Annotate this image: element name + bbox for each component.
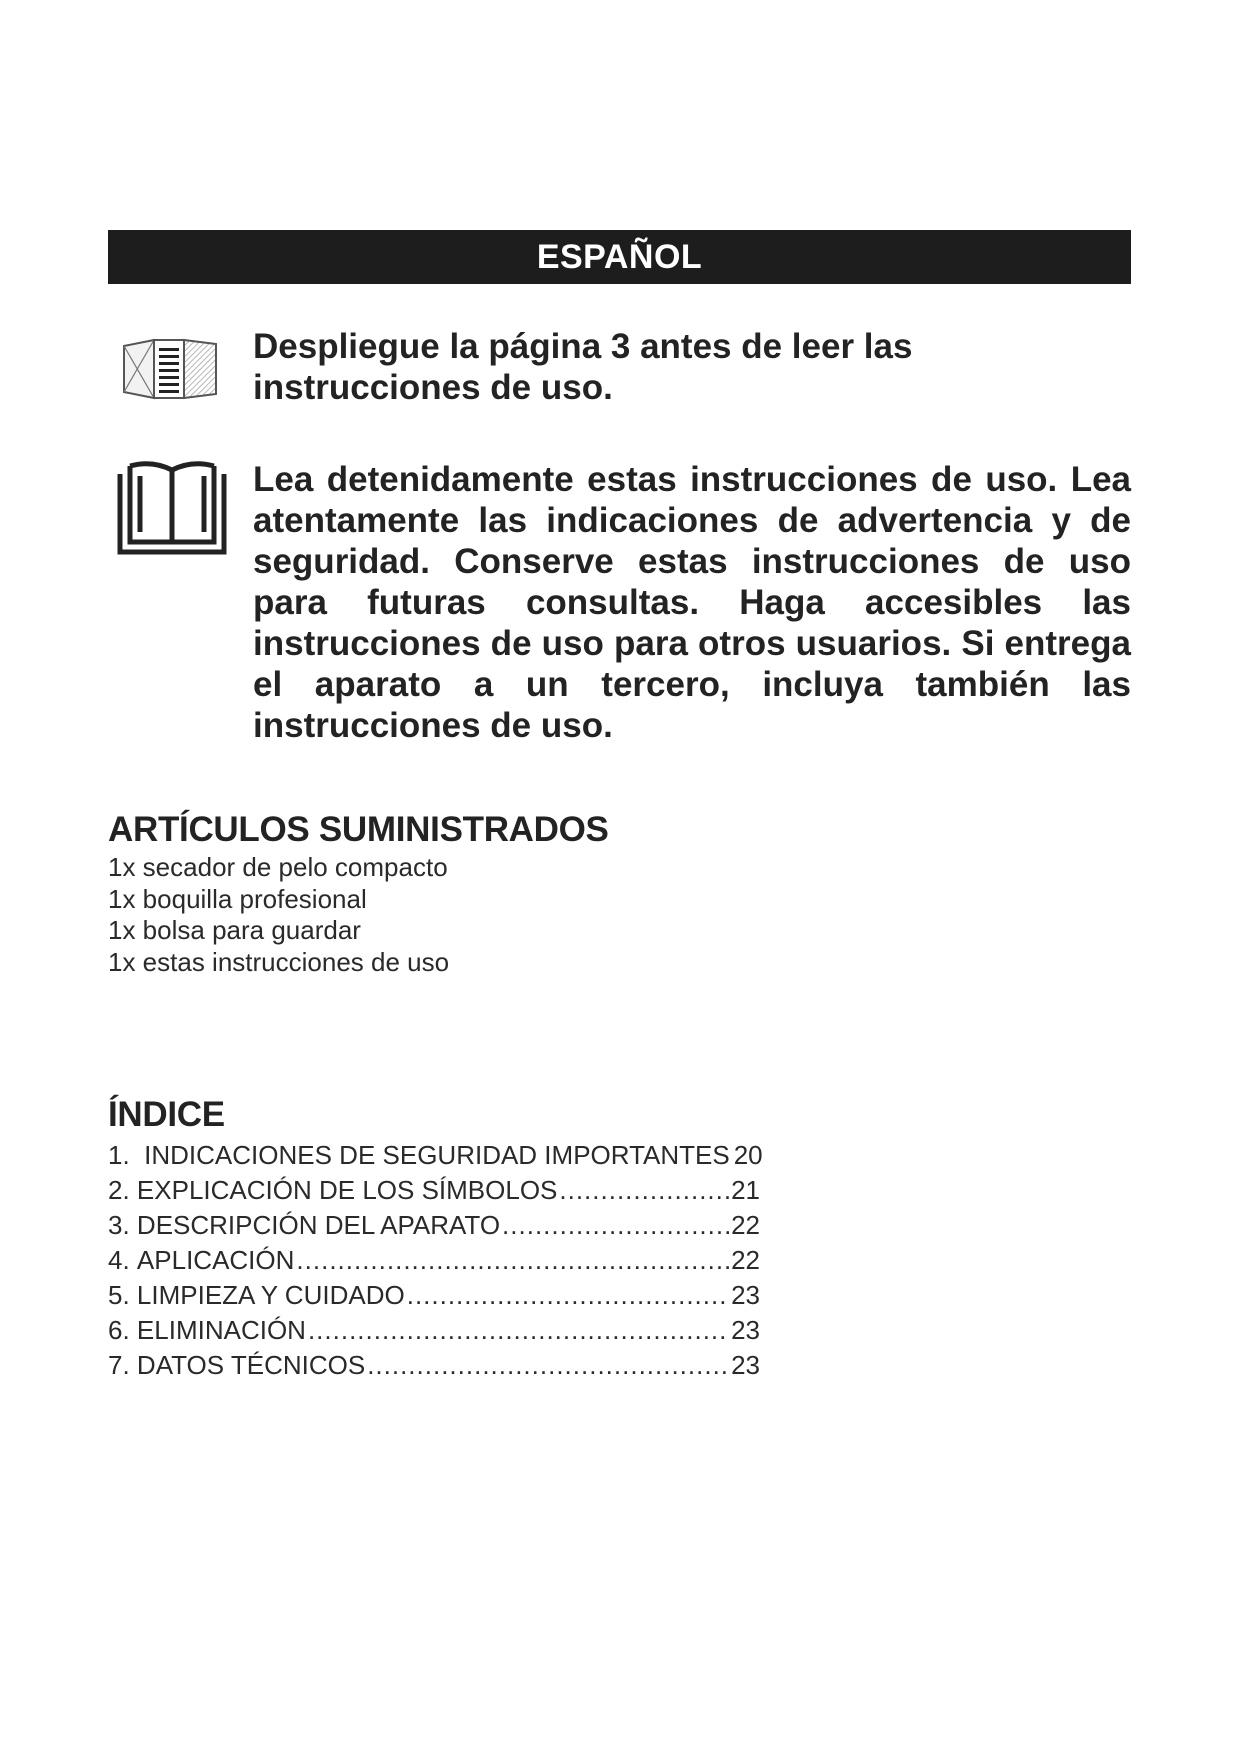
toc-leader-dots	[502, 1208, 729, 1243]
toc-number: 6.	[108, 1315, 137, 1345]
fold-out-notice: Despliegue la página 3 antes de leer las instrucciones de uso.	[253, 327, 913, 407]
toc-entry-application[interactable]	[108, 1243, 760, 1278]
supplied-item: 1x boquilla profesional	[108, 883, 367, 914]
toc-page-number: 22	[731, 1210, 760, 1240]
toc-title: APLICACIÓN	[136, 1245, 295, 1275]
toc-number: 7.	[108, 1350, 137, 1380]
toc-entry-description[interactable]	[108, 1208, 760, 1243]
supplied-item: 1x secador de pelo compacto	[108, 852, 448, 882]
toc-entry-disposal[interactable]	[108, 1313, 760, 1348]
toc-page-number: 23	[731, 1315, 760, 1345]
supplied-items-list	[108, 852, 449, 978]
toc-title: DATOS TÉCNICOS	[136, 1350, 366, 1380]
toc-entry-technical-data[interactable]	[108, 1348, 760, 1383]
toc-number: 1.	[108, 1140, 145, 1170]
fold-out-page-icon	[120, 336, 220, 402]
toc-number: 5.	[108, 1280, 137, 1310]
toc-number: 3.	[108, 1210, 137, 1240]
supplied-item: 1x bolsa para guardar	[108, 915, 361, 945]
toc-title: ELIMINACIÓN	[136, 1315, 306, 1345]
index-title: ÍNDICE	[108, 1095, 225, 1134]
supplied-item: 1x estas instrucciones de uso	[108, 946, 450, 977]
toc-number: 2.	[108, 1175, 137, 1205]
toc-page-number: 20	[733, 1140, 763, 1170]
open-book-icon	[116, 460, 228, 556]
toc-title: EXPLICACIÓN DE LOS SÍMBOLOS	[136, 1175, 558, 1205]
toc-page-number: 21	[731, 1175, 760, 1205]
toc-title: INDICACIONES DE SEGURIDAD IMPORTANTES	[144, 1140, 730, 1170]
toc-page-number: 23	[731, 1350, 760, 1380]
toc-entry-safety[interactable]	[108, 1138, 763, 1173]
toc-page-number: 22	[731, 1245, 760, 1275]
toc-leader-dots	[559, 1173, 729, 1208]
toc-leader-dots	[296, 1243, 729, 1278]
toc-leader-dots	[407, 1278, 729, 1313]
toc-leader-dots	[367, 1348, 729, 1383]
language-title: ESPAÑOL	[536, 238, 703, 276]
toc-title: DESCRIPCIÓN DEL APARATO	[136, 1210, 501, 1240]
table-of-contents	[108, 1138, 763, 1383]
read-instructions-notice: Lea detenidamente estas instrucciones de uso. Lea atentamente las indicaciones de advertencia y de seguridad. Conserve estas instrucciones de uso para futuras consultas. Haga accesibles las instrucciones de uso para otros usuarios. Si entrega el aparato a un tercero, incluya también las instrucciones de uso.	[253, 460, 1131, 745]
toc-entry-cleaning[interactable]	[108, 1278, 760, 1313]
toc-page-number: 23	[731, 1280, 760, 1310]
toc-entry-symbols[interactable]	[108, 1173, 760, 1208]
toc-leader-dots	[308, 1313, 729, 1348]
language-header-bar	[108, 230, 1131, 284]
toc-title: LIMPIEZA Y CUIDADO	[136, 1280, 405, 1310]
supplied-items-title: ARTÍCULOS SUMINISTRADOS	[108, 810, 609, 849]
toc-number: 4.	[108, 1245, 137, 1275]
